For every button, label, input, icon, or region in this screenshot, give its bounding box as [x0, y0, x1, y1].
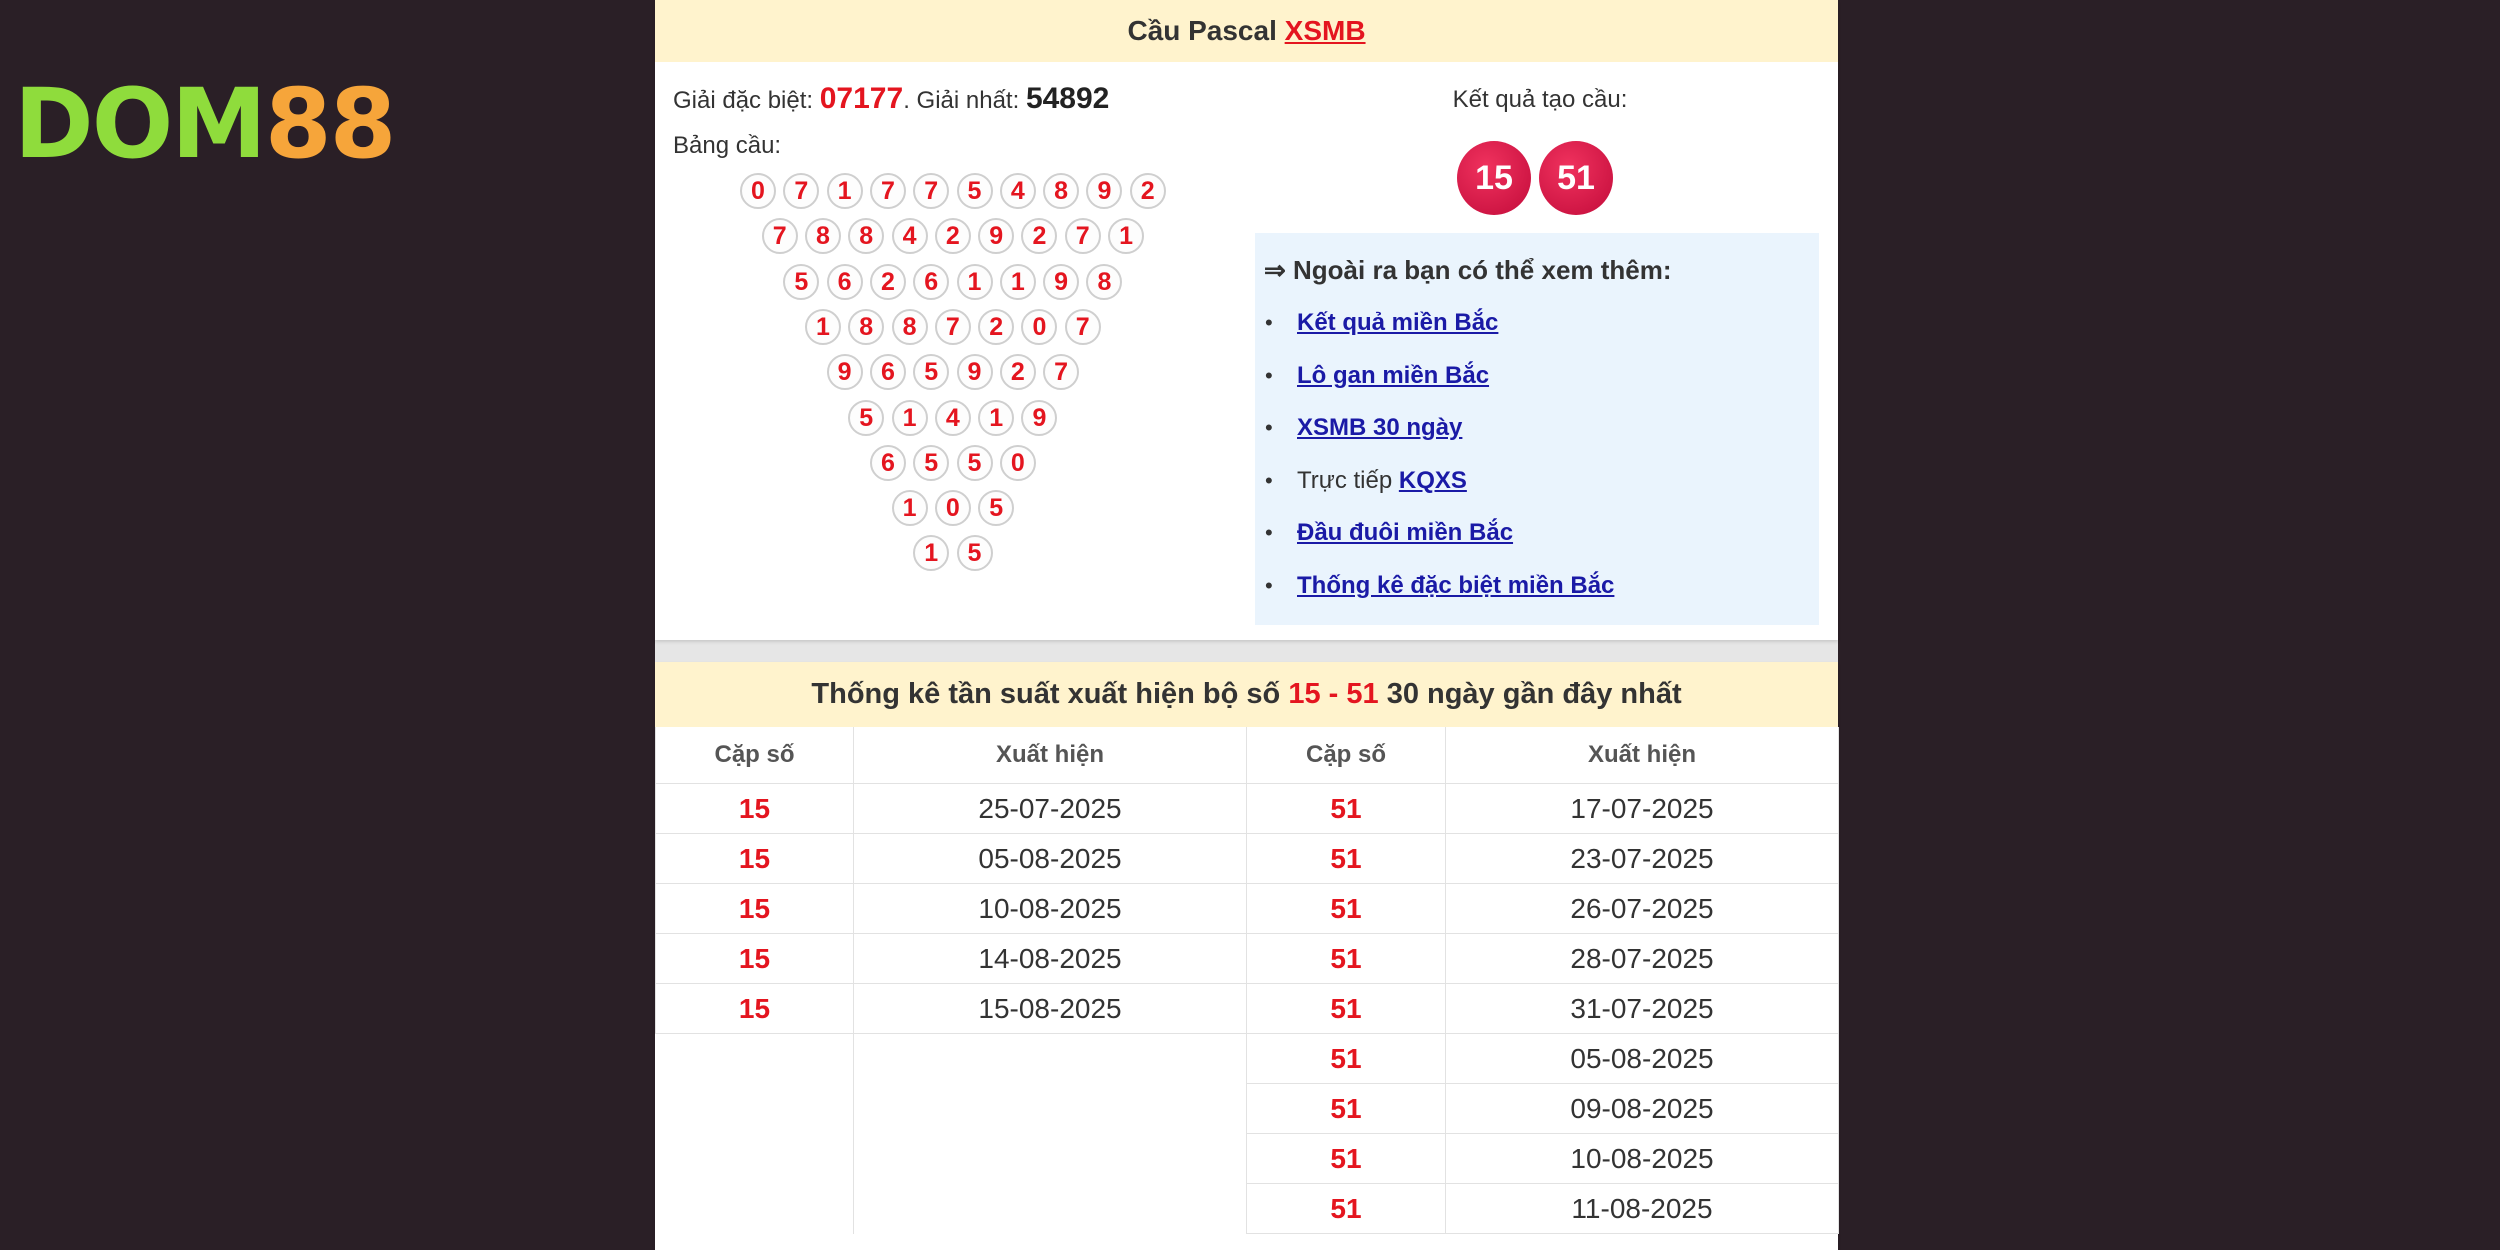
special-prize-label: Giải đặc biệt:: [673, 87, 814, 114]
empty-cell: [854, 1184, 1247, 1234]
pair-cell: 51: [1247, 1134, 1446, 1184]
triangle-digit: 4: [1000, 173, 1036, 209]
date-cell: 14-08-2025: [854, 934, 1247, 984]
triangle-digit: 5: [957, 535, 993, 571]
board-label: Bảng cầu:: [673, 132, 782, 159]
triangle-digit: 2: [935, 218, 971, 254]
see-more-item: [1265, 463, 1467, 499]
triangle-digit: 7: [1043, 354, 1079, 390]
triangle-digit: 5: [913, 354, 949, 390]
column-header-pair: Cặp số: [656, 727, 854, 784]
bullet-icon: •: [1265, 362, 1273, 388]
empty-cell: [854, 1034, 1247, 1084]
triangle-digit: 1: [827, 173, 863, 209]
triangle-digit: 9: [1086, 173, 1122, 209]
triangle-digit: 2: [978, 309, 1014, 345]
result-label: Kết quả tạo cầu:: [1452, 86, 1628, 113]
empty-cell: [656, 1084, 854, 1134]
date-cell: 28-07-2025: [1446, 934, 1839, 984]
triangle-digit: 2: [1021, 218, 1057, 254]
triangle-digit: 7: [1065, 309, 1101, 345]
date-cell: 17-07-2025: [1446, 784, 1839, 834]
triangle-digit: 5: [913, 445, 949, 481]
triangle-digit: 1: [805, 309, 841, 345]
triangle-digit: 1: [892, 400, 928, 436]
date-cell: 23-07-2025: [1446, 834, 1839, 884]
see-more-item: [1265, 305, 1498, 341]
pascal-title: Cầu Pascal: [1127, 15, 1277, 46]
see-more-link[interactable]: KQXS: [1398, 466, 1467, 494]
xsmb-link[interactable]: XSMB: [1284, 15, 1366, 46]
empty-cell: [854, 1084, 1247, 1134]
triangle-digit: 8: [805, 218, 841, 254]
frequency-table: [655, 727, 1839, 1234]
triangle-digit: 1: [978, 400, 1014, 436]
pair-cell: 51: [1247, 784, 1446, 834]
date-cell: 09-08-2025: [1446, 1084, 1839, 1134]
pair-cell: 51: [1247, 1184, 1446, 1234]
triangle-digit: 5: [783, 264, 819, 300]
triangle-digit: 2: [1000, 354, 1036, 390]
empty-cell: [854, 1134, 1247, 1184]
triangle-digit: 6: [827, 264, 863, 300]
table-row: [656, 984, 1839, 1034]
triangle-digit: 1: [1108, 218, 1144, 254]
table-row: [656, 884, 1839, 934]
see-more-item: [1265, 410, 1462, 446]
triangle-digit: 6: [913, 264, 949, 300]
frequency-title-suffix: 30 ngày gần đây nhất: [1386, 678, 1682, 710]
triangle-digit: 7: [870, 173, 906, 209]
date-cell: 26-07-2025: [1446, 884, 1839, 934]
special-prize-value: 07177: [819, 82, 904, 115]
triangle-digit: 6: [870, 354, 906, 390]
bullet-icon: •: [1265, 415, 1273, 440]
frequency-card: [655, 662, 1838, 1250]
empty-cell: [656, 1134, 854, 1184]
date-cell: 05-08-2025: [1446, 1034, 1839, 1084]
date-cell: 10-08-2025: [1446, 1134, 1839, 1184]
triangle-digit: 1: [913, 535, 949, 571]
column-header-pair: Cặp số: [1247, 727, 1446, 784]
triangle-digit: 7: [762, 218, 798, 254]
dom88-logo: DOM88: [14, 68, 395, 180]
see-more-link[interactable]: Lô gan miền Bắc: [1297, 361, 1490, 389]
pair-cell: 15: [656, 984, 854, 1034]
see-more-link[interactable]: Kết quả miền Bắc: [1297, 309, 1499, 336]
see-more-item: [1265, 568, 1614, 604]
date-cell: 05-08-2025: [854, 834, 1247, 884]
triangle-digit: 4: [935, 400, 971, 436]
pair-cell: 51: [1247, 834, 1446, 884]
triangle-digit: 8: [848, 309, 884, 345]
triangle-digit: 9: [978, 218, 1014, 254]
triangle-digit: 7: [935, 309, 971, 345]
pair-cell: 51: [1247, 1084, 1446, 1134]
triangle-digit: 1: [957, 264, 993, 300]
pair-cell: 51: [1247, 884, 1446, 934]
triangle-digit: 9: [957, 354, 993, 390]
triangle-digit: 1: [892, 490, 928, 526]
bullet-icon: •: [1265, 467, 1273, 493]
see-more-link[interactable]: XSMB 30 ngày: [1297, 414, 1463, 441]
triangle-digit: 0: [740, 173, 776, 209]
frequency-header: [655, 662, 1838, 727]
bullet-icon: •: [1265, 310, 1273, 335]
bullet-icon: •: [1265, 572, 1273, 598]
date-cell: 25-07-2025: [854, 784, 1247, 834]
empty-cell: [656, 1184, 854, 1234]
date-cell: 11-08-2025: [1446, 1184, 1839, 1234]
triangle-digit: 1: [1000, 264, 1036, 300]
table-header-row: [656, 727, 1839, 784]
first-prize-value: 54892: [1025, 82, 1110, 115]
content-panel: [655, 0, 1838, 1250]
triangle-digit: 5: [978, 490, 1014, 526]
pair-cell: 15: [656, 884, 854, 934]
see-more-box: [1255, 233, 1819, 625]
triangle-digit: 5: [848, 400, 884, 436]
triangle-digit: 8: [892, 309, 928, 345]
date-cell: 10-08-2025: [854, 884, 1247, 934]
see-more-link[interactable]: Thống kê đặc biệt miền Bắc: [1297, 571, 1615, 599]
see-more-item: [1265, 515, 1513, 551]
table-row: [656, 1184, 1839, 1234]
pair-cell: 15: [656, 834, 854, 884]
triangle-digit: 4: [892, 218, 928, 254]
triangle-digit: 7: [913, 173, 949, 209]
result-ball: 51: [1539, 141, 1613, 215]
triangle-digit: 8: [848, 218, 884, 254]
triangle-digit: 2: [1130, 173, 1166, 209]
bullet-icon: •: [1265, 520, 1273, 545]
result-ball: 15: [1457, 141, 1531, 215]
see-more-item: [1265, 358, 1489, 394]
triangle-digit: 9: [1021, 400, 1057, 436]
see-more-title: ⇒ Ngoài ra bạn có thể xem thêm:: [1264, 255, 1672, 285]
column-header-appear: Xuất hiện: [1446, 727, 1839, 784]
triangle-digit: 9: [1043, 264, 1079, 300]
empty-cell: [656, 1034, 854, 1084]
table-row: [656, 934, 1839, 984]
column-header-appear: Xuất hiện: [854, 727, 1247, 784]
triangle-digit: 6: [870, 445, 906, 481]
pair-cell: 15: [656, 784, 854, 834]
table-row: [656, 1134, 1839, 1184]
table-row: [656, 784, 1839, 834]
prize-separator: .: [903, 87, 910, 114]
date-cell: 15-08-2025: [854, 984, 1247, 1034]
pair-cell: 51: [1247, 1034, 1446, 1084]
table-row: [656, 1034, 1839, 1084]
triangle-digit: 7: [783, 173, 819, 209]
frequency-title-prefix: Thống kê tần suất xuất hiện bộ số: [811, 678, 1281, 710]
pair-cell: 51: [1247, 934, 1446, 984]
triangle-digit: 8: [1043, 173, 1079, 209]
triangle-digit: 7: [1065, 218, 1101, 254]
triangle-digit: 0: [935, 490, 971, 526]
pascal-triangle: [655, 0, 1255, 640]
triangle-digit: 0: [1021, 309, 1057, 345]
see-more-link[interactable]: Đầu đuôi miền Bắc: [1297, 519, 1514, 546]
date-cell: 31-07-2025: [1446, 984, 1839, 1034]
triangle-digit: 0: [1000, 445, 1036, 481]
triangle-digit: 9: [827, 354, 863, 390]
triangle-digit: 5: [957, 445, 993, 481]
pair-cell: 15: [656, 934, 854, 984]
triangle-digit: 8: [1086, 264, 1122, 300]
table-row: [656, 1084, 1839, 1134]
pair-cell: 51: [1247, 984, 1446, 1034]
see-more-prefix: Trực tiếp: [1297, 466, 1399, 494]
triangle-digit: 5: [957, 173, 993, 209]
table-row: [656, 834, 1839, 884]
frequency-title-pair: 15 - 51: [1288, 678, 1379, 710]
pascal-card: [655, 0, 1838, 640]
triangle-digit: 2: [870, 264, 906, 300]
first-prize-label: Giải nhất:: [916, 87, 1020, 114]
